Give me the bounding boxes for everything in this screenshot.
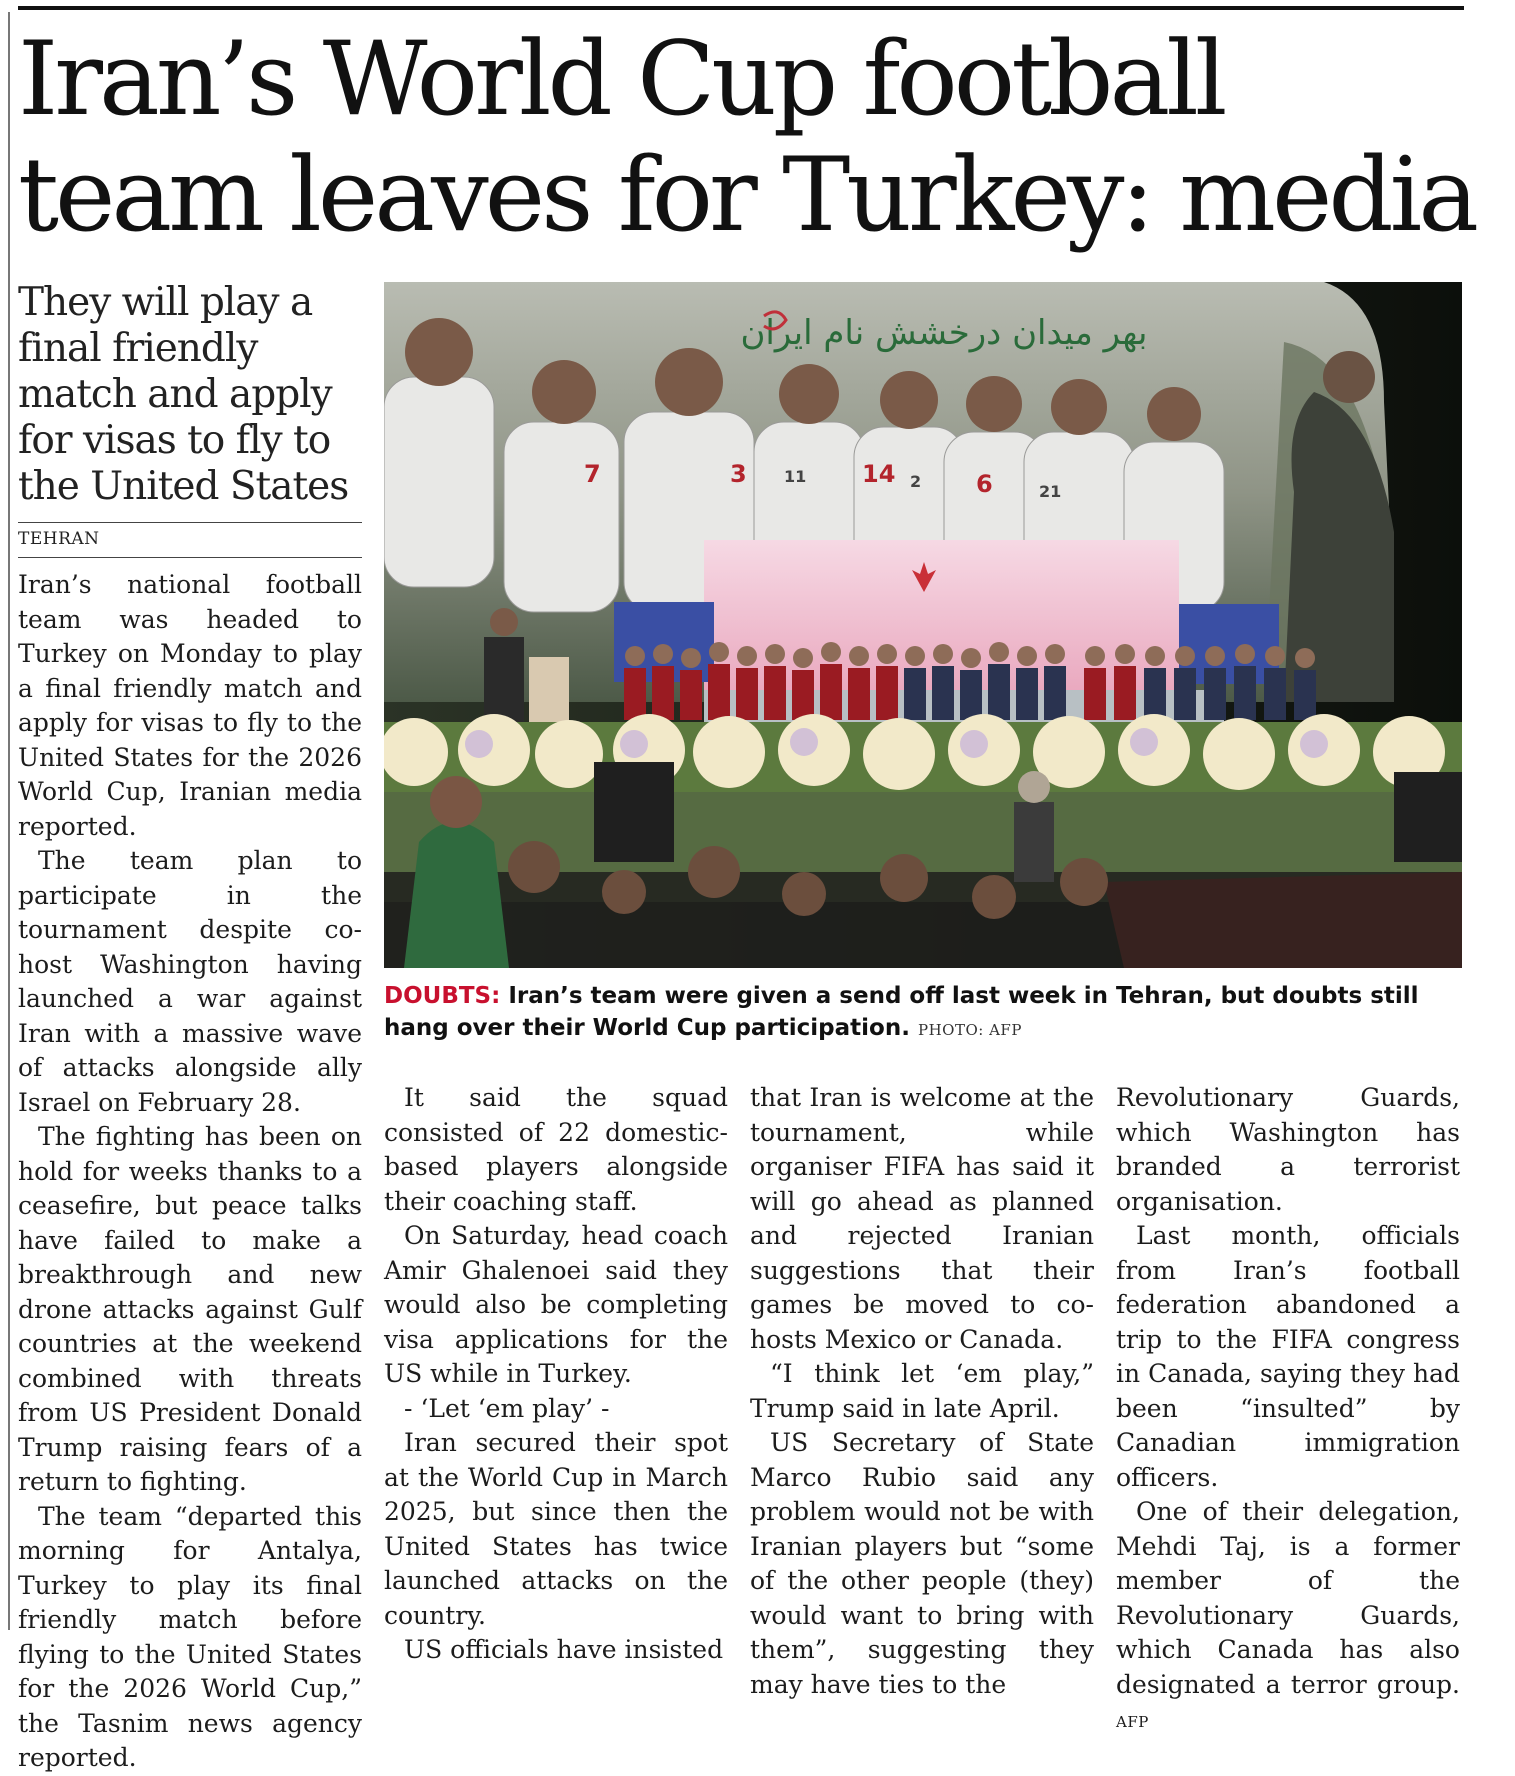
paragraph: US officials have insisted [404, 1635, 724, 1664]
paragraph: The team “departed this morning for Antalya, Turkey to play its final friendly match before flying to the United States for the 2026 World Cup,” the Tasnim news agency reported. [18, 1501, 362, 1772]
dateline-box [18, 522, 362, 558]
news-photo [384, 282, 1462, 968]
banner-slogan: بهر میدان درخشش نام ایران [740, 313, 1148, 353]
svg-text:11: 11 [784, 467, 807, 486]
svg-text:6: 6 [976, 470, 993, 498]
team-sendoff-photo [384, 282, 1462, 968]
standfirst: They will play a final friendly match and apply for visas to fly to the United States [18, 280, 349, 509]
subheading: - ‘Let ‘em play’ - [404, 1393, 610, 1423]
paragraph: “I think let ‘em play,” Trump said in late April. [750, 1359, 1094, 1423]
headline: Iran’s World Cup football team leaves for Turkey: media [18, 20, 1476, 255]
svg-text:3: 3 [730, 460, 747, 488]
photo-credit: PHOTO: AFP [917, 1021, 1022, 1039]
paragraph: Iran’s national football team was headed to Turkey on Monday to play a final friendly match and apply for visas to fly to the United States for the 2026 World Cup, Iranian media reported. [18, 570, 362, 841]
paragraph: The fighting has been on hold for weeks thanks to a ceasefire, but peace talks have failed to make a breakthrough and new drone attacks against Gulf countries at the weekend combined with threats from US President Donald Trump raising fears of a return to fighting. [18, 1122, 362, 1496]
top-rule [18, 6, 1464, 10]
paragraph: US Secretary of State Marco Rubio said any problem would not be with Iranian players but “some of the other people (they) would want to bring with them”, suggesting they may have ties to the [750, 1428, 1094, 1699]
body-column-2 [384, 1081, 728, 1668]
photo-caption [384, 980, 1462, 1046]
paragraph: that Iran is welcome at the tournament, while organiser FIFA has said it will go ahead as planned and rejected Iranian suggestions that their games be moved to co-hosts Mexico or Canada. [750, 1083, 1094, 1354]
dateline: TEHRAN [18, 529, 100, 549]
body-column-4 [1116, 1081, 1460, 1740]
svg-text:14: 14 [862, 460, 896, 488]
paragraph: On Saturday, head coach Amir Ghalenoei said they would also be completing visa applications for the US while in Turkey. [384, 1221, 728, 1388]
body-column-3 [750, 1081, 1094, 1702]
paragraph: Revolutionary Guards, which Washington has branded a terrorist organisation. [1116, 1083, 1460, 1216]
body-column-1 [18, 568, 362, 1776]
paragraph: Iran secured their spot at the World Cup in March 2025, but since then the United States has twice launched attacks on the country. [384, 1428, 728, 1630]
paragraph: Last month, officials from Iran’s football federation abandoned a trip to the FIFA congress in Canada, saying they had been “insulted” by Canadian immigration officers. [1116, 1221, 1460, 1492]
svg-text:2: 2 [910, 472, 922, 491]
paragraph: The team plan to participate in the tournament despite co-host Washington having launched a war against Iran with a massive wave of attacks alongside ally Israel on February 28. [18, 846, 362, 1117]
paragraph: It said the squad consisted of 22 domestic-based players alongside their coaching staff. [384, 1083, 728, 1216]
column-rule [8, 12, 10, 1630]
caption-kicker: DOUBTS: [384, 983, 501, 1009]
svg-text:7: 7 [584, 460, 601, 488]
end-credit: AFP [1116, 1713, 1149, 1731]
paragraph [1116, 1495, 1460, 1740]
paragraph-text: One of their delegation, Mehdi Taj, is a former member of the Revolutionary Guards, which Canada has also designated a terror group. [1116, 1497, 1460, 1699]
svg-text:21: 21 [1039, 482, 1062, 501]
caption-text: Iran’s team were given a send off last week in Tehran, but doubts still hang over their World Cup participation. [384, 983, 1419, 1041]
